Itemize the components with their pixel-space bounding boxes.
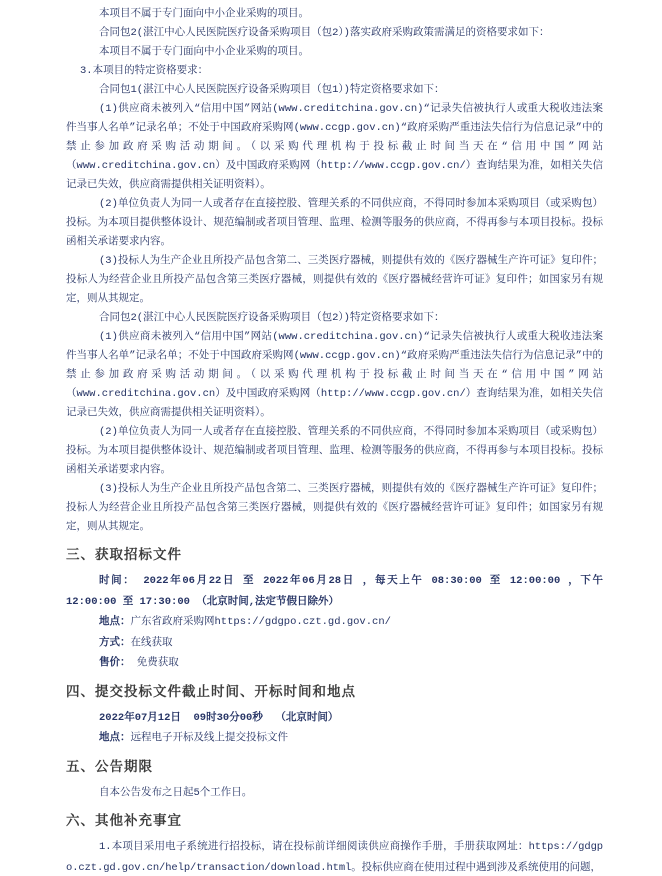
obtain-method-row: [66, 633, 603, 654]
section-obtain-bidding-documents: [66, 546, 610, 674]
obtain-place-row: [66, 612, 603, 633]
place-label: 地点：: [99, 732, 131, 744]
section-heading: 五、公告期限: [66, 760, 153, 776]
notice-period-text: 自本公告发布之日起5个工作日。: [99, 786, 253, 799]
section-other-matters: [66, 812, 603, 876]
section-submission-deadline: [66, 683, 603, 749]
qualification-paragraph: 本项目不属于专门面向中小企业采购的项目。: [99, 8, 309, 20]
qualification-paragraph: (2)单位负责人为同一人或者存在直接控股、管理关系的不同供应商，不得同时参加本采购项目（或采购包）投标。为本项目提供整体设计、规范编制或者项目管理、监理、检测等服务的供应商，不得再参与本项目投标。投标函相关承诺要求内容。: [66, 198, 603, 248]
other-matters-text: 1.本项目采用电子系统进行招投标，请在投标前详细阅读供应商操作手册，手册获取网址：https://gdgpo.czt.gd.gov.cn/help/transaction/download.html。投标供应商在使用过程中遇到涉及系统使用的问题，: [66, 841, 603, 874]
place-value: 广东省政府采购网https://gdgpo.czt.gd.gov.cn/: [130, 616, 391, 628]
qualification-paragraph: (1)供应商未被列入“信用中国”网站(www.creditchina.gov.cn)“记录失信被执行人或重大税收违法案件当事人名单”记录名单；不处于中国政府采购网(www.ccgp.gov.cn)“政府采购严重违法失信行为信息记录”中的禁止参加政府采购活动期间。（以采购代理机构于投标截止时间当天在“信用中国”网站（www.creditchina.gov.cn）及中国政府采购网（http://www.ccgp.gov.cn/）查询结果为准，如相关失信记录已失效，供应商需提供相关证明资料）。: [66, 103, 603, 191]
package1-qualification-title: 合同包1(湛江中心人民医院医疗设备采购项目（包1）)特定资格要求如下：: [99, 84, 445, 96]
method-value: 在线获取: [130, 636, 173, 649]
package2-qualification-title: 合同包2(湛江中心人民医院医疗设备采购项目（包2）)特定资格要求如下：: [99, 312, 445, 324]
qualification-paragraph: (2)单位负责人为同一人或者存在直接控股、管理关系的不同供应商，不得同时参加本采购项目（或采购包）投标。为本项目提供整体设计、规范编制或者项目管理、监理、检测等服务的供应商，不得再参与本项目投标。投标函相关承诺要求内容。: [66, 426, 603, 476]
place-value: 远程电子开标及线上提交投标文件: [130, 732, 288, 744]
deadline-place-row: [66, 728, 603, 749]
specific-qualification-title: 3.本项目的特定资格要求：: [80, 65, 209, 77]
qualification-requirements-block: [66, 5, 603, 537]
price-value: 免费获取: [130, 657, 179, 669]
place-label: 地点：: [99, 616, 131, 628]
obtain-price-row: [66, 653, 603, 674]
qualification-paragraph: 本项目不属于专门面向中小企业采购的项目。: [99, 46, 309, 58]
section-heading: 四、提交投标文件截止时间、开标时间和地点: [66, 685, 356, 701]
time-value: 2022年06月22日 至 2022年06月28日 ，每天上午 08:30:00 至 12:00:00 ，下午 12:00:00 至 17:30:00 （北京时间,法定节假日除外）: [66, 575, 610, 608]
method-label: 方式：: [99, 636, 131, 649]
section-heading: 三、获取招标文件: [66, 549, 182, 564]
qualification-paragraph: (3)投标人为生产企业且所投产品包含第二、三类医疗器械，则提供有效的《医疗器械生产许可证》复印件；投标人为经营企业且所投产品包含第三类医疗器械，则提供有效的《医疗器械经营许可证》复印件；如国家另有规定，则从其规定。: [66, 255, 603, 305]
price-label: 售价：: [99, 657, 131, 669]
qualification-paragraph: (3)投标人为生产企业且所投产品包含第二、三类医疗器械，则提供有效的《医疗器械生产许可证》复印件；投标人为经营企业且所投产品包含第三类医疗器械，则提供有效的《医疗器械经营许可证》复印件；如国家另有规定，则从其规定。: [66, 483, 603, 533]
obtain-time-row: [66, 571, 610, 612]
qualification-paragraph: 合同包2(湛江中心人民医院医疗设备采购项目（包2）)落实政府采购政策需满足的资格要求如下：: [99, 27, 550, 39]
section-notice-period: [66, 758, 603, 804]
time-label: 时间：: [99, 575, 136, 587]
section-heading: 六、其他补充事宜: [66, 815, 182, 830]
deadline-datetime: 2022年07月12日 09时30分00秒 （北京时间）: [99, 711, 339, 724]
qualification-paragraph: (1)供应商未被列入“信用中国”网站(www.creditchina.gov.cn)“记录失信被执行人或重大税收违法案件当事人名单”记录名单；不处于中国政府采购网(www.ccgp.gov.cn)“政府采购严重违法失信行为信息记录”中的禁止参加政府采购活动期间。（以采购代理机构于投标截止时间当天在“信用中国”网站（www.creditchina.gov.cn）及中国政府采购网（http://www.ccgp.gov.cn/）查询结果为准，如相关失信记录已失效，供应商需提供相关证明资料）。: [66, 331, 603, 419]
